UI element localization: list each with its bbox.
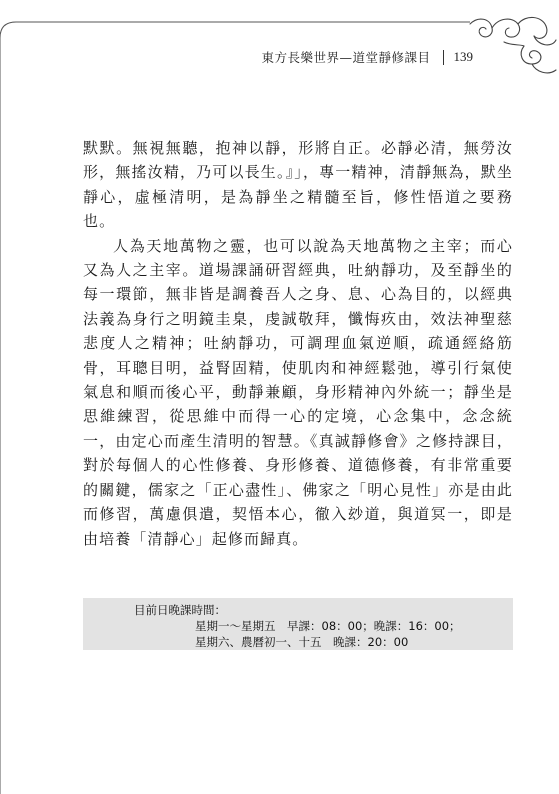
schedule-weekday: 星期一～星期五 早課：08：00；晚課：16：00； <box>195 619 461 633</box>
schedule-weekend: 星期六、農曆初一、十五 晚課：20：00 <box>195 635 409 649</box>
body-text <box>83 136 513 551</box>
page-number: 139 <box>453 49 473 64</box>
paragraph-main: 人為天地萬物之靈，也可以說為天地萬物之主宰；而心又為人之主宰。道場課誦研習經典，吐納靜功，及至靜坐的每一環節，無非皆是調養吾人之身、息、心為目的，以經典法義為身行之明鏡圭臬，虔誠敬拜，懺悔疚由，效法神聖慈悲度人之精神；吐納靜功，可調理血氣逆順，疏通經絡筋骨，耳聰目明，益腎固精，使肌肉和神經鬆弛，導引行氣使氣息和順而後心平，動靜兼顧，身形精神內外統一；靜坐是思維練習，從思維中而得一心的定境，心念集中，念念統一，由定心而產生清明的智慧。《真誠靜修會》之修持課目，對於每個人的心性修養、身形修養、道德修養，有非常重要的關鍵，儒家之「正心盡性」、佛家之「明心見性」亦是由此而修習，萬慮俱遣，契悟本心，徹入玅道，與道冥一，即是由培養「清靜心」起修而歸真。 <box>83 236 513 548</box>
schedule-heading: 目前日晚課時間： <box>134 603 226 617</box>
running-header <box>261 48 473 66</box>
schedule-box <box>83 598 513 650</box>
header-title: 東方長樂世界—道堂靜修課目 <box>261 50 431 65</box>
paragraph-continued: 默默。無視無聽，抱神以靜，形將自正。必靜必清，無勞汝形，無搖汝精，乃可以長生。』」，專一精神，清靜無為，默坐靜心，虛極清明，是為靜坐之精髓至旨，修性悟道之要務也。 <box>83 139 513 231</box>
cloud-ornament-icon <box>464 6 559 86</box>
header-divider <box>443 50 444 65</box>
